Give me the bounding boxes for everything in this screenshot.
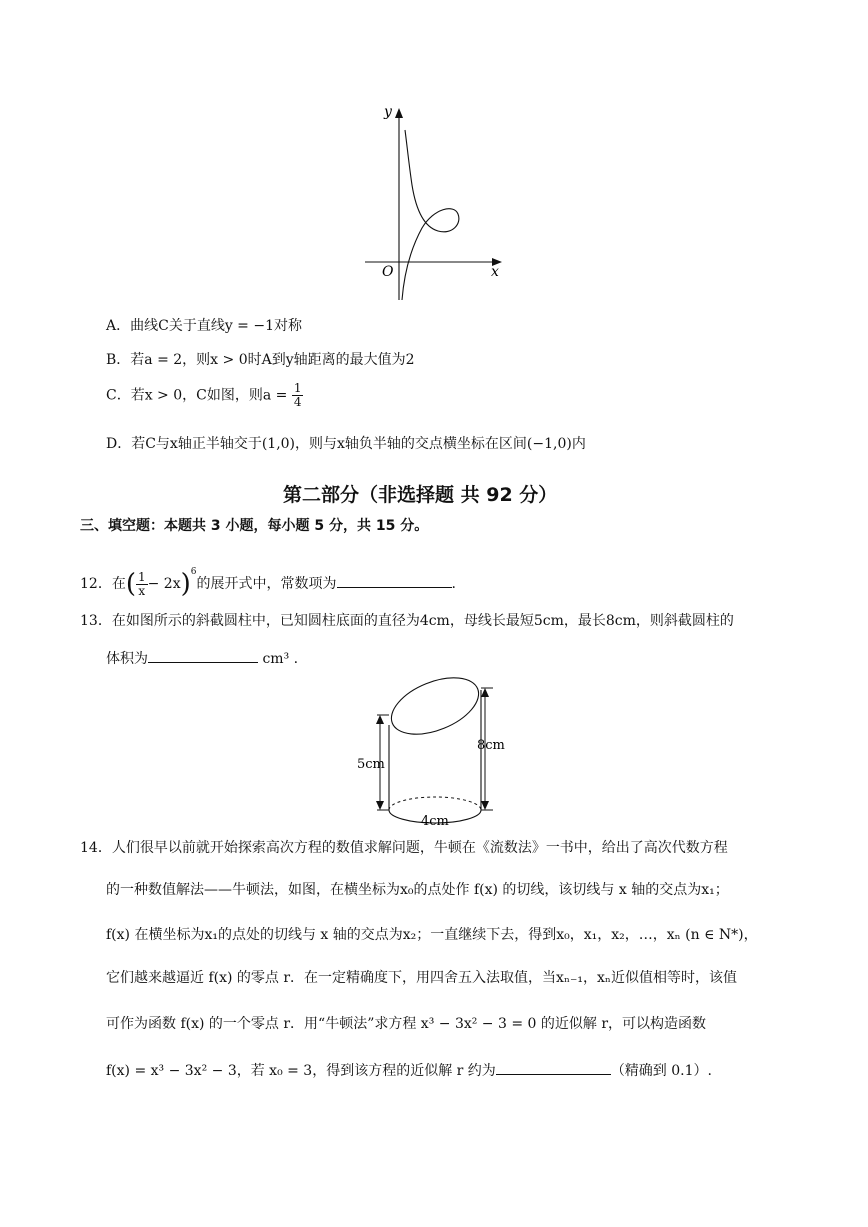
q12-expression: − 2x xyxy=(147,576,181,592)
y-axis-label: y xyxy=(384,104,392,120)
long-generatrix-label: 8cm xyxy=(477,738,505,753)
part2-title: 第二部分（非选择题 共 92 分） xyxy=(283,484,558,506)
curve-c xyxy=(402,130,459,300)
question-13-line1: 13．在如图所示的斜截圆柱中，已知圆柱底面的直径为4cm，母线长最短5cm，最长8cm，则斜截圆柱的 xyxy=(80,613,734,629)
option-d: D．若C与x轴正半轴交于(1,0)，则与x轴负半轴的交点横坐标在区间(−1,0)内 xyxy=(106,436,586,452)
question-14-line5: 可作为函数 f(x) 的一个零点 r．用“牛顿法”求方程 x³ − 3x² − 3 = 0 的近似解 r，可以构造函数 xyxy=(106,1016,707,1032)
diameter-label: 4cm xyxy=(421,814,449,829)
q12-number: 12．在 xyxy=(80,576,126,592)
q12-exponent: 6 xyxy=(190,567,197,577)
question-14-line6 xyxy=(106,1060,712,1081)
q12-text: 的展开式中，常数项为 xyxy=(196,576,337,592)
x-axis-label: x xyxy=(491,264,499,280)
section-header: 三、填空题：本题共 3 小题，每小题 5 分，共 15 分。 xyxy=(80,518,429,534)
option-c xyxy=(106,382,303,409)
q12-answer-blank[interactable] xyxy=(337,573,452,588)
fraction-numerator: 1 xyxy=(137,569,146,584)
option-b: B．若a = 2，则x > 0时A到y轴距离的最大值为2 xyxy=(106,352,415,368)
short-generatrix-label: 5cm xyxy=(357,757,385,772)
y-axis-arrow-icon xyxy=(395,108,403,118)
q14-suffix: （精确到 0.1）. xyxy=(610,1063,712,1079)
fraction-numerator: 1 xyxy=(293,381,302,395)
question-12: 12．在( $\frac{1}{x}$ − 2x)$^6$的展开式中，常数项为 . xyxy=(80,567,456,599)
q13-prefix: 体积为 xyxy=(106,651,148,667)
q13-unit: cm³ . xyxy=(262,651,299,667)
curve-figure xyxy=(360,100,510,305)
fraction-denominator: 4 xyxy=(293,395,302,409)
q14-answer-blank[interactable] xyxy=(496,1060,611,1075)
question-13-line2 xyxy=(106,648,298,669)
q13-answer-blank[interactable] xyxy=(148,648,258,663)
option-c-fraction xyxy=(292,382,304,409)
q12-fraction xyxy=(136,571,148,598)
question-14-line1: 14．人们很早以前就开始探索高次方程的数值求解问题，牛顿在《流数法》一书中，给出了高次代数方程 xyxy=(80,840,728,856)
question-14-line3: f(x) 在横坐标为x₁的点处的切线与 x 轴的交点为x₂；一直继续下去，得到x₀，x₁，x₂，…，xₙ (n ∈ N*)， xyxy=(106,927,758,943)
option-c-text: C．若x > 0，C如图，则a = xyxy=(106,387,288,404)
origin-label: O xyxy=(382,264,394,280)
q12-end: . xyxy=(451,576,456,592)
option-a: A．曲线C关于直线y = −1对称 xyxy=(106,318,302,334)
q14-prefix: f(x) = x³ − 3x² − 3，若 x₀ = 3，得到该方程的近似解 r 约为 xyxy=(106,1063,496,1079)
question-14-line2: 的一种数值解法——牛顿法，如图，在横坐标为x₀的点处作 f(x) 的切线，该切线与 x 轴的交点为x₁； xyxy=(106,882,729,898)
cylinder-figure xyxy=(355,670,525,835)
question-14-line4: 它们越来越逼近 f(x) 的零点 r．在一定精确度下，用四舍五入法取值，当xₙ₋₁，xₙ近似值相等时，该值 xyxy=(106,970,737,986)
fraction-denominator: x xyxy=(138,583,146,598)
